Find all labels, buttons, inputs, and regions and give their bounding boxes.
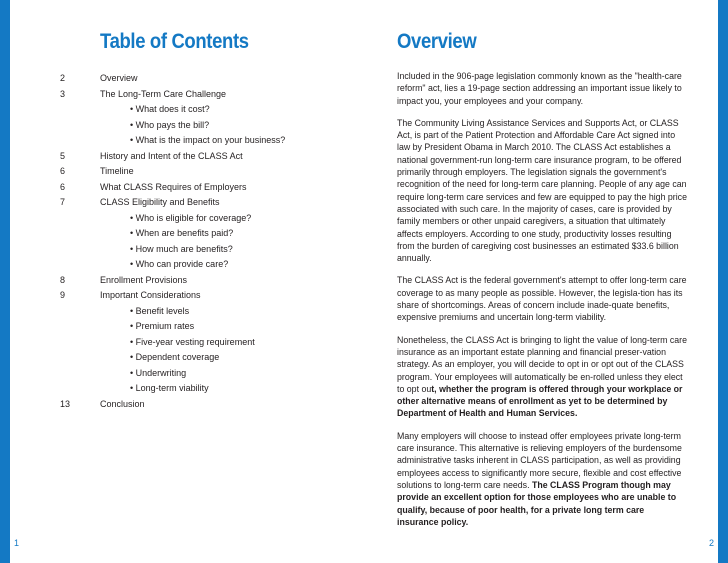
- toc-subentry: [60, 211, 380, 227]
- toc-subentry: [60, 102, 380, 118]
- toc-entry-text: • When are benefits paid?: [130, 228, 234, 238]
- toc-subentry: [60, 118, 380, 134]
- overview-paragraph-4-text: Nonetheless, the CLASS Act is bringing to light the value of long-term care insurance as an important estate planning and financial preser-vation strategy. As an employer, you will decide to opt in or opt out of the CLASS program. Your employees will automatically be en-rolled unless they elect to opt ou: [397, 334, 687, 394]
- overview-paragraph-1: Included in the 906-page legislation commonly known as the "health-care reform" act, lies a 19-page section addressing an important issue likely to impact you, your employees and your company.: [397, 71, 682, 106]
- toc-entry: [60, 288, 380, 304]
- overview-paragraph-4-bold: t, whether the program is offered through your workplace or other alternative means of enrollment as yet to be determined by Department of Health and Human Services.: [397, 383, 683, 419]
- toc-entry: [60, 273, 380, 289]
- toc-entry-text: • Benefit levels: [130, 305, 190, 316]
- toc-page-number: 7: [60, 197, 66, 207]
- toc-entry: [60, 149, 380, 165]
- toc-entry: [60, 195, 380, 211]
- page-number-right: 2: [708, 538, 714, 548]
- toc-entry-text: • What is the impact on your business?: [130, 135, 286, 145]
- toc-entry-text: • Who pays the bill?: [130, 119, 210, 130]
- toc-page-number: 6: [60, 166, 66, 176]
- overview-paragraph-4: [397, 334, 687, 420]
- toc-entry-text: • Five-year vesting requirement: [130, 336, 255, 347]
- toc-entry-text: • Dependent coverage: [130, 352, 220, 362]
- toc-page-number: 5: [60, 150, 66, 161]
- toc-entry-text: Timeline: [100, 166, 134, 176]
- toc-list: [60, 71, 380, 412]
- toc-subentry: [60, 304, 380, 320]
- toc-entry-text: • Who can provide care?: [130, 259, 229, 269]
- toc-entry-text: Overview: [100, 73, 138, 83]
- toc-subentry: [60, 226, 380, 242]
- toc-page-number: 8: [60, 274, 66, 285]
- left-page-edge-bar: [0, 0, 10, 563]
- overview-paragraph-5-bold: The CLASS Program though may provide an excellent option for those employees who are unable to qualify, because of poor health, for a private long term care insurance policy.: [397, 479, 677, 527]
- overview-paragraph-3: The CLASS Act is the federal government's attempt to offer long-term care coverage to as many people as possible. However, the legisla-tion has its share of shortcomings. Areas of concern include inade-quate benefits, expensive premiums and uncertain long-term viability.: [397, 275, 687, 323]
- toc-entry: [60, 164, 380, 180]
- toc-subentry: [60, 257, 380, 273]
- toc-entry-text: • Who is eligible for coverage?: [130, 212, 252, 223]
- toc-entry-text: CLASS Eligibility and Benefits: [100, 197, 220, 207]
- toc-subentry: [60, 366, 380, 382]
- toc-subentry: [60, 133, 380, 149]
- toc-page-number: 2: [60, 73, 66, 83]
- toc-subentry: [60, 335, 380, 351]
- overview-paragraph-2: The Community Living Assistance Services and Supports Act, or CLASS Act, is part of the Patient Protection and Affordable Care Act signed into law by President Obama in March 2010. The CLASS Act establishes a national government-run long-term care insurance program, to be offered primarily through employers. The legislation signals the government's recognition of the need for long-term care planning. People of any age can require long-term care services and few are equipped to pay the high price associated with such care. In the majority of cases, care is provided by family members or other unpaid caregivers, a situation that ultimately affects employers. According to one study, productivity losses resulting from the burden of caregiving cost businesses an estimated $33.6 billion annually.: [397, 117, 687, 264]
- toc-entry-text: What CLASS Requires of Employers: [100, 181, 247, 192]
- toc-page-number: 13: [60, 398, 71, 409]
- toc-entry: [60, 71, 380, 87]
- overview-title: Overview: [397, 30, 477, 53]
- toc-entry-text: Conclusion: [100, 398, 145, 409]
- toc-entry: [60, 180, 380, 196]
- toc-page-number: 6: [60, 181, 66, 192]
- toc-entry-text: Important Considerations: [100, 290, 201, 300]
- page-number-left: 1: [14, 538, 20, 548]
- toc-page-number: 3: [60, 88, 66, 99]
- overview-body: [397, 70, 687, 538]
- toc-entry-text: The Long-Term Care Challenge: [100, 88, 227, 99]
- overview-paragraph-5: [397, 430, 687, 528]
- toc-entry-text: • How much are benefits?: [130, 243, 233, 254]
- toc-subentry: [60, 381, 380, 397]
- toc-entry-text: • What does it cost?: [130, 104, 210, 114]
- toc-entry-text: Enrollment Provisions: [100, 274, 188, 285]
- toc-page-number: 9: [60, 290, 66, 300]
- toc-subentry: [60, 319, 380, 335]
- toc-entry: [60, 87, 380, 103]
- toc-subentry: [60, 242, 380, 258]
- toc-entry-text: History and Intent of the CLASS Act: [100, 150, 243, 161]
- overview-paragraph-5-text: Many employers will choose to instead offer employees private long-term care insurance. This alternative is relieving employers of the burdensome administrative tasks inherent in CLASS participation, as well as providing employees access to significantly more secure, flexible and cost effective solutions to long-term care needs.: [397, 430, 682, 490]
- toc-entry-text: • Underwriting: [130, 367, 187, 378]
- right-page-edge-bar: [718, 0, 728, 563]
- toc-subentry: [60, 350, 380, 366]
- toc-entry: [60, 397, 380, 413]
- toc-entry-text: • Long-term viability: [130, 383, 209, 393]
- toc-title: Table of Contents: [100, 30, 249, 53]
- toc-entry-text: • Premium rates: [130, 321, 195, 331]
